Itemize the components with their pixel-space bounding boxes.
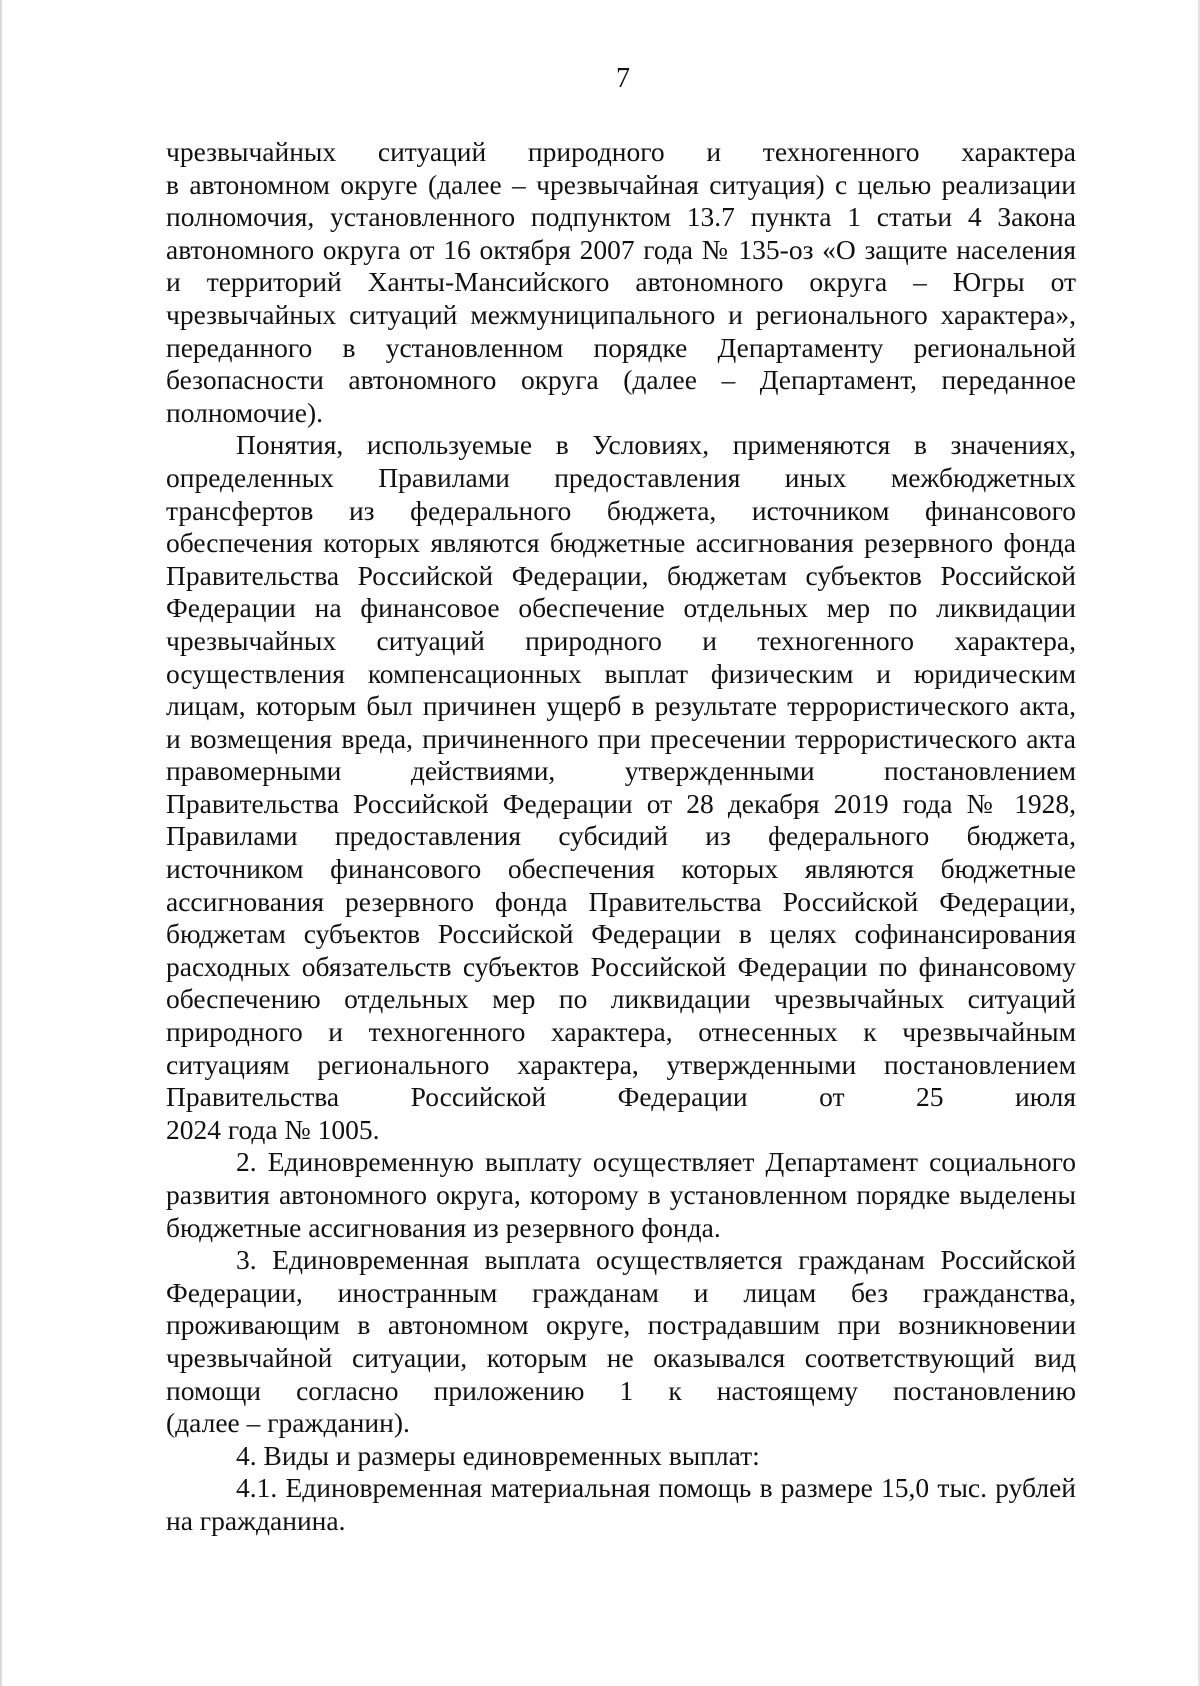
text-line: безопасности автономного округа (далее – Департамент, переданное xyxy=(166,364,1076,396)
text-line: 3. Единовременная выплата осуществляется гражданам Российской xyxy=(236,1244,1076,1276)
text-line: и территорий Ханты-Мансийского автономного округа – Югры от xyxy=(166,266,1076,298)
text-line: Правительства Российской Федерации от 28 декабря 2019 года № 1928, xyxy=(166,787,1076,819)
paragraph xyxy=(166,1440,1076,1473)
text-line: чрезвычайных ситуаций природного и техногенного характера, xyxy=(166,624,1076,656)
text-line: определенных Правилами предоставления иных межбюджетных xyxy=(166,461,1076,493)
text-line: полномочие). xyxy=(166,396,323,428)
text-line: в автономном округе (далее – чрезвычайная ситуация) с целью реализации xyxy=(166,168,1076,200)
text-line: чрезвычайных ситуаций межмуниципального и регионального характера», xyxy=(166,298,1076,330)
text-line: 2024 года № 1005. xyxy=(166,1113,380,1145)
text-line: переданного в установленном порядке Департаменту региональной xyxy=(166,331,1076,363)
text-line: трансфертов из федерального бюджета, источником финансового xyxy=(166,494,1076,526)
text-line: обеспечению отдельных мер по ликвидации чрезвычайных ситуаций xyxy=(166,983,1076,1015)
text-line: Федерации на финансовое обеспечение отдельных мер по ликвидации xyxy=(166,592,1076,624)
text-line: Понятия, используемые в Условиях, применяются в значениях, xyxy=(236,429,1076,461)
text-line: помощи согласно приложению 1 к настоящему постановлению xyxy=(166,1374,1076,1406)
text-line: чрезвычайной ситуации, которым не оказывался соответствующий вид xyxy=(166,1341,1076,1373)
text-line: Федерации, иностранным гражданам и лицам без гражданства, xyxy=(166,1276,1076,1308)
text-line: бюджетные ассигнования из резервного фонда. xyxy=(166,1211,721,1243)
text-line: (далее – гражданин). xyxy=(166,1407,410,1439)
text-line: осуществления компенсационных выплат физическим и юридическим xyxy=(166,657,1076,689)
text-line: автономного округа от 16 октября 2007 года № 135-оз «О защите населения xyxy=(166,233,1076,265)
scan-edge-left xyxy=(0,0,3,1686)
text-line: и возмещения вреда, причиненного при пресечении террористического акта xyxy=(166,722,1076,754)
paragraph xyxy=(166,1244,1076,1440)
text-line: чрезвычайных ситуаций природного и техногенного характера xyxy=(166,136,1076,167)
text-line: 2. Единовременную выплату осуществляет Департамент социального xyxy=(236,1146,1076,1178)
text-line: проживающим в автономном округе, пострадавшим при возникновении xyxy=(166,1309,1076,1341)
paragraph xyxy=(166,136,1076,429)
text-line: 4.1. Единовременная материальная помощь в размере 15,0 тыс. рублей xyxy=(236,1472,1076,1504)
text-line: обеспечения которых являются бюджетные ассигнования резервного фонда xyxy=(166,527,1076,559)
text-line: природного и техногенного характера, отнесенных к чрезвычайным xyxy=(166,1016,1076,1048)
text-line: Правительства Российской Федерации от 25 июля xyxy=(166,1081,1076,1113)
document-body xyxy=(166,136,1076,1538)
text-line: бюджетам субъектов Российской Федерации в целях софинансирования xyxy=(166,918,1076,950)
text-line: ситуациям регионального характера, утвержденными постановлением xyxy=(166,1048,1076,1080)
text-line: расходных обязательств субъектов Российской Федерации по финансовому xyxy=(166,950,1076,982)
text-line: ассигнования резервного фонда Правительства Российской Федерации, xyxy=(166,885,1076,917)
paragraph xyxy=(166,429,1076,1146)
paragraph xyxy=(166,1146,1076,1244)
text-line: Правилами предоставления субсидий из федерального бюджета, xyxy=(166,820,1076,852)
text-line: правомерными действиями, утвержденными постановлением xyxy=(166,755,1076,787)
page-number: 7 xyxy=(616,63,630,94)
text-line: на гражданина. xyxy=(166,1504,346,1536)
text-line: источником финансового обеспечения которых являются бюджетные xyxy=(166,853,1076,885)
text-line: 4. Виды и размеры единовременных выплат: xyxy=(236,1439,760,1471)
paragraph xyxy=(166,1472,1076,1537)
text-line: полномочия, установленного подпунктом 13.7 пункта 1 статьи 4 Закона xyxy=(166,201,1076,233)
text-line: лицам, которым был причинен ущерб в результате террористического акта, xyxy=(166,690,1076,722)
text-line: развития автономного округа, которому в установленном порядке выделены xyxy=(166,1179,1076,1210)
text-line: Правительства Российской Федерации, бюджетам субъектов Российской xyxy=(166,559,1076,591)
